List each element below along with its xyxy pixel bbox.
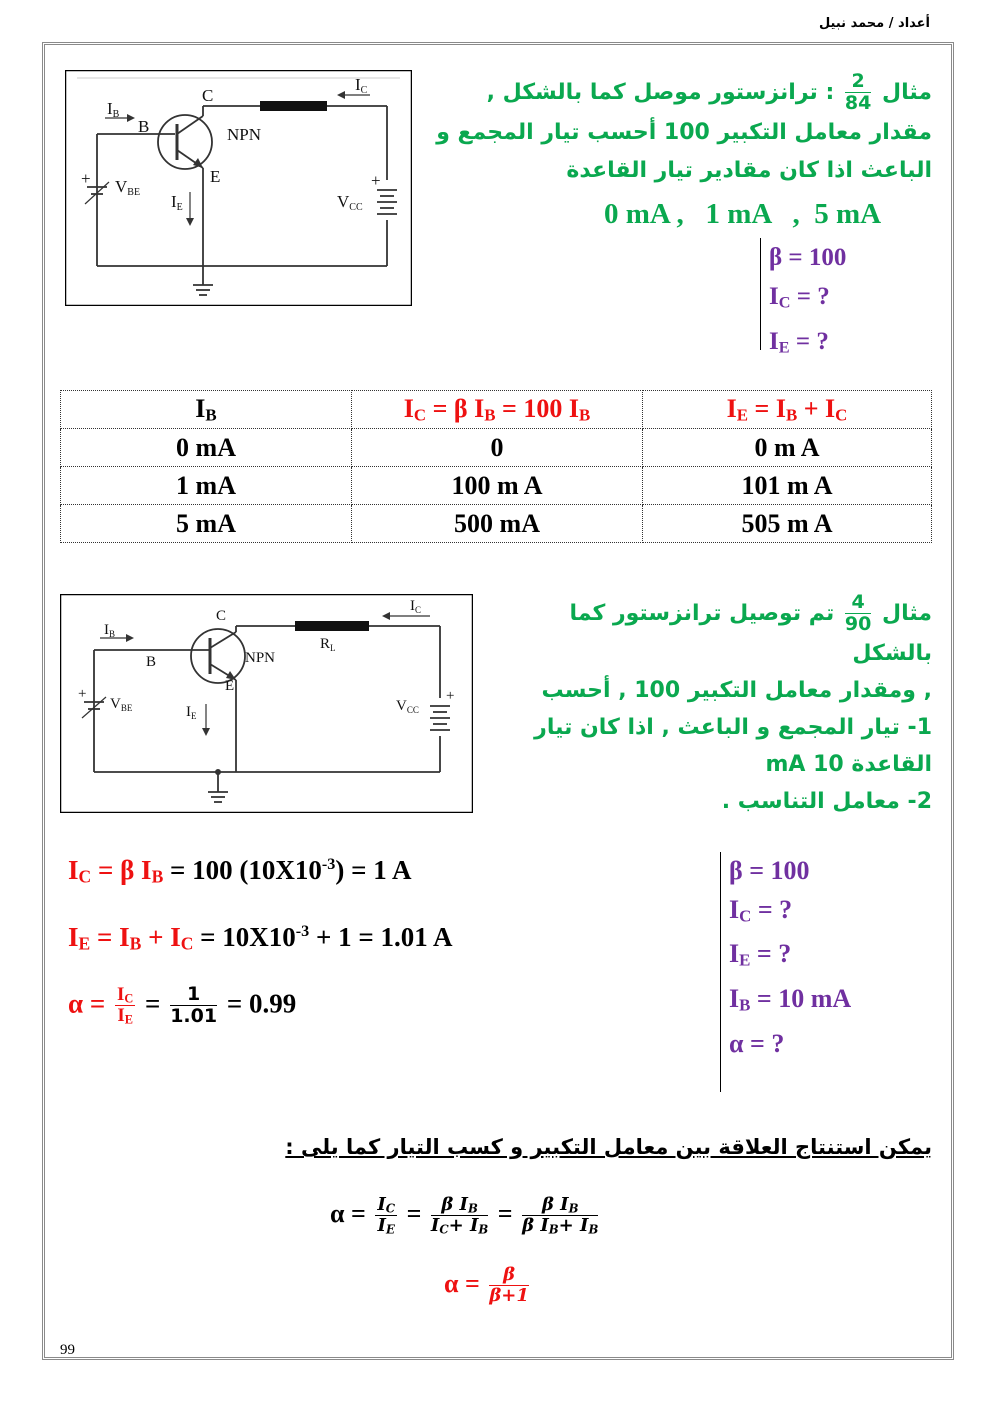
vbe-plus: + — [81, 169, 91, 188]
example1-line1: مثال $\frac{2}{84}$ : ترانزستور موصل كما بالشكل , — [486, 70, 932, 114]
npn-label: NPN — [227, 125, 262, 144]
ie-label: $I_E$ — [186, 704, 197, 721]
given-beta: β = 100 — [729, 856, 810, 885]
alpha-fraction: $\frac{I_C}{I_E}$ — [116, 984, 134, 1027]
results-table — [60, 390, 932, 543]
table-cell: 0 — [352, 429, 643, 467]
table-cell: 0 mA — [61, 429, 352, 467]
b-label: B — [138, 117, 150, 136]
vcc-label: VCC — [337, 192, 363, 213]
fraction-beta-over-beta-plus-one: $\frac{\beta}{\beta+1}$ — [489, 1264, 529, 1306]
circuit-diagram-2 — [60, 594, 473, 813]
vcc-plus: + — [371, 171, 381, 190]
example2-line5: 2- معامل التناسب . — [721, 788, 932, 814]
example1-line2: مقدار معامل التكبير 100 أحسب تيار المجمع و — [436, 119, 932, 145]
table-cell: 0 m A — [643, 429, 932, 467]
example2-given — [720, 852, 851, 1092]
example2-text — [492, 593, 932, 820]
given-ie: $I_E$ = ? — [769, 328, 829, 357]
author-header: أعداد / محمد نبيل — [818, 16, 930, 31]
ib-label: $I_B$ — [104, 622, 116, 639]
c-label: C — [202, 86, 214, 105]
b-label: B — [146, 654, 157, 670]
given-ic: $I_C$ = ? — [729, 894, 793, 925]
example2-line2: , ومقدار معامل التكبير 100 , أحسب — [541, 677, 932, 703]
example1-given — [760, 238, 847, 357]
fraction-beta-ib: $\frac{\beta I_B}{I_C+ I_B}$ — [430, 1194, 489, 1237]
table-row — [61, 467, 932, 505]
example1-text — [412, 72, 932, 190]
vbe-plus: + — [78, 686, 87, 702]
header-ie: $I_E = I_B + I_C$ — [643, 391, 932, 429]
e-label: E — [225, 678, 235, 694]
table-row — [61, 505, 932, 543]
equation-ie: $I_E = I_B + I_C = 10X10^{-3} + 1 = 1.01$ A — [68, 922, 453, 954]
final-alpha-formula: α = $\frac{\beta}{\beta+1}$ — [444, 1264, 529, 1306]
table-cell: 1 mA — [61, 467, 352, 505]
fraction-beta-expanded: $\frac{\beta I_B}{\beta I_B+ I_B}$ — [522, 1194, 599, 1237]
table-cell: 5 mA — [61, 505, 352, 543]
header-ic: $I_C = \beta$ $I_B = 100$ $I_B$ — [352, 391, 643, 429]
example1-number: $\frac{2}{84}$ — [844, 70, 872, 114]
npn-label: NPN — [245, 650, 276, 666]
conclusion-heading: يمكن استنتاج العلاقة بين معامل التكبير و كسب التيار كما يلى : — [285, 1135, 932, 1159]
given-ic: $I_C$ = ? — [769, 283, 830, 312]
ic-label: IC — [355, 75, 368, 96]
table-row — [61, 429, 932, 467]
table-cell: 500 mA — [352, 505, 643, 543]
vcc-plus: + — [446, 688, 455, 704]
e-label: E — [210, 167, 221, 186]
example2-number: $\frac{4}{90}$ — [844, 591, 872, 635]
circuit-diagram-1 — [65, 70, 412, 306]
example1-values: 0 mA , 1 mA , 5 mA — [604, 198, 882, 230]
ie-label: IE — [171, 192, 183, 213]
value-fraction: $\frac{1}{1.01}$ — [170, 983, 218, 1028]
table-header — [61, 391, 932, 429]
fraction-ic-ie: $\frac{I_C}{I_E}$ — [377, 1194, 396, 1237]
given-ie: $I_E$ = ? — [729, 939, 792, 970]
example-label: مثال — [882, 79, 932, 105]
equation-ic: $I_C = \beta$ $I_B = 100$ $(10X10^{-3}) = 1$ A — [68, 855, 412, 887]
vbe-label: VBE — [115, 177, 141, 198]
vbe-label: $V_{BE}$ — [110, 696, 133, 713]
given-ib: $I_B = 10$ mA — [729, 984, 852, 1015]
given-alpha: α = ? — [729, 1029, 785, 1059]
given-beta: β = 100 — [769, 244, 847, 271]
example1-line3: الباعث اذا كان مقادير تيار القاعدة — [566, 157, 932, 183]
table-cell: 101 m A — [643, 467, 932, 505]
example2-line4: القاعدة 10 mA — [765, 751, 932, 777]
ic-label: $I_C$ — [410, 598, 422, 615]
example2-line3: 1- تيار المجمع و الباعث , اذا كان تيار — [534, 714, 932, 740]
vcc-label: $V_{CC}$ — [396, 698, 419, 715]
ib-label: IB — [107, 99, 120, 120]
example2-line1: مثال $\frac{4}{90}$ تم توصيل ترانزستور كما بالشكل — [569, 591, 932, 666]
c-label: C — [216, 608, 227, 624]
table-cell: 505 m A — [643, 505, 932, 543]
header-ib: $I_B$ — [61, 391, 352, 429]
table-cell: 100 m A — [352, 467, 643, 505]
rl-label: $R_L$ — [320, 636, 336, 653]
page-number: 99 — [60, 1342, 75, 1358]
alpha-beta-relation: α = $\frac{I_C}{I_E}$ = $\frac{\beta I_B}{I_C+ I_B}$ = $\frac{\beta I_B}{\beta I_B+ I_B}$ — [330, 1194, 599, 1237]
equation-alpha: α = $\frac{I_C}{I_E}$ = $\frac{1}{1.01}$ = 0.99 — [68, 983, 297, 1028]
example-label: مثال — [882, 600, 932, 626]
